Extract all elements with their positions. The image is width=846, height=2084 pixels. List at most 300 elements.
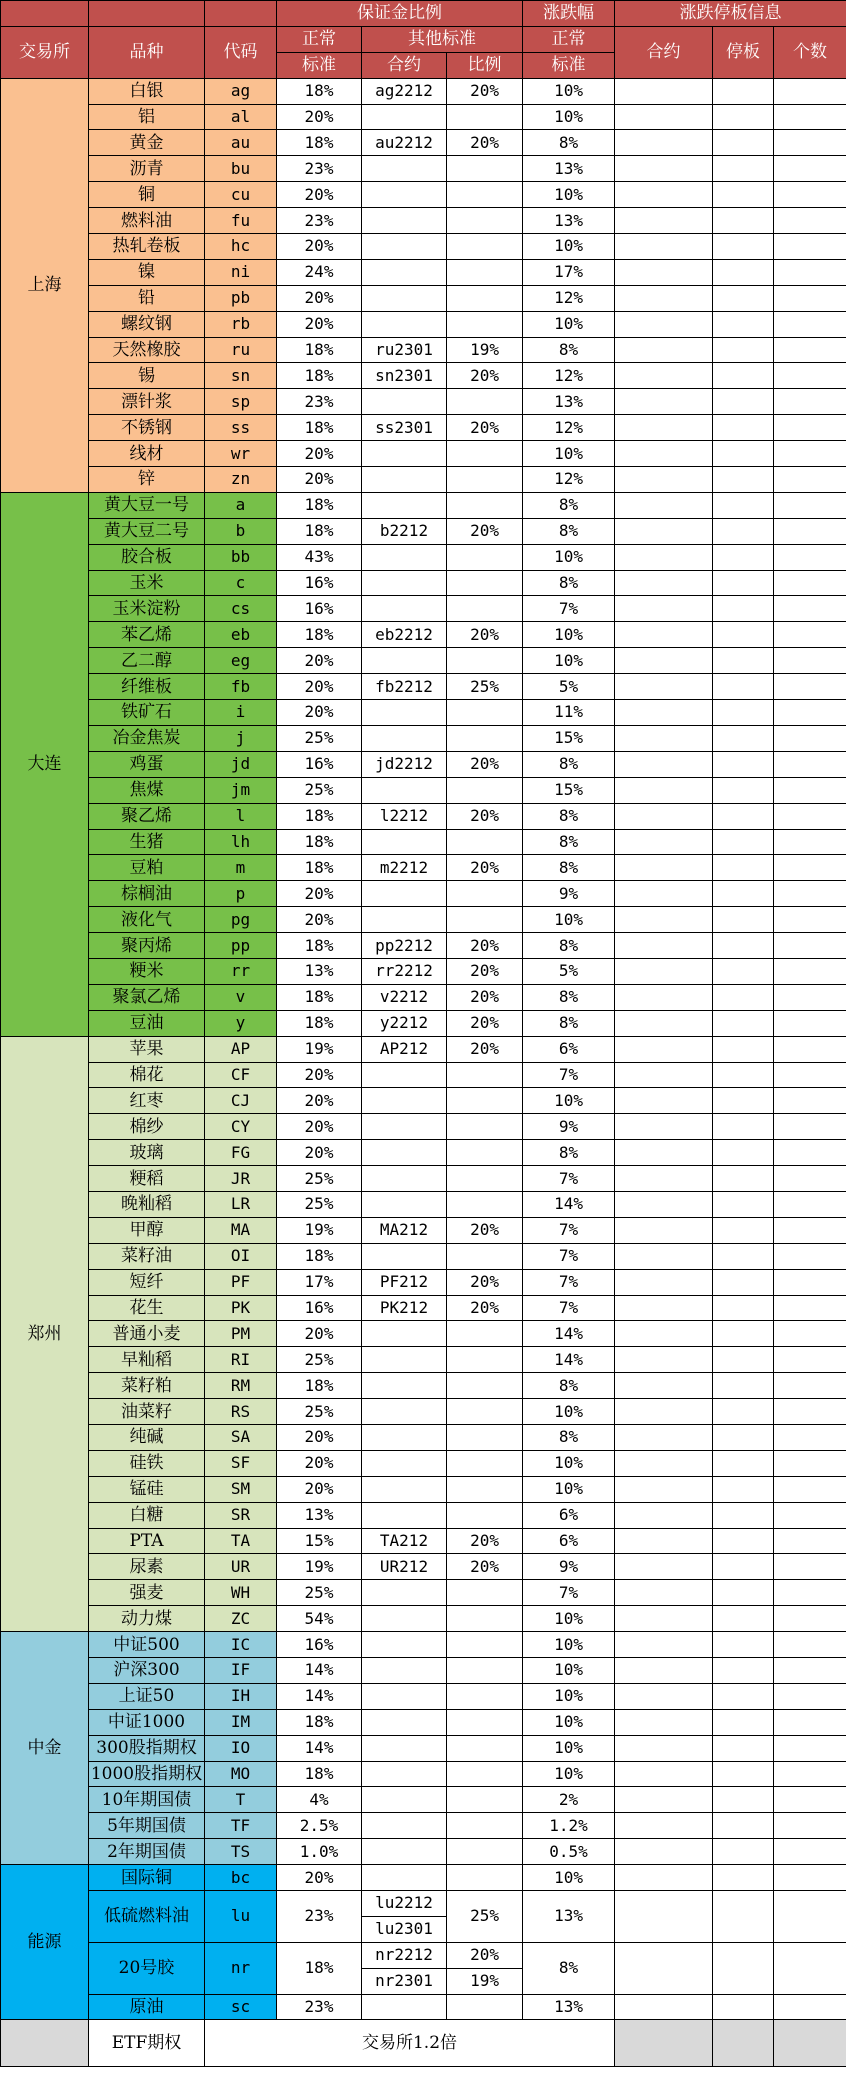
stop-count-cell — [774, 1321, 846, 1347]
limit-cell: 12% — [523, 285, 615, 311]
stop-contract-cell — [615, 1942, 713, 1994]
stop-count-cell — [774, 78, 846, 104]
other-contract-cell — [362, 544, 447, 570]
margin-cell: 20% — [277, 907, 362, 933]
table-row — [1, 104, 846, 130]
other-contract-cell — [362, 1994, 447, 2020]
variety-cell: 黄大豆一号 — [89, 492, 205, 518]
variety-cell: 玻璃 — [89, 1140, 205, 1166]
other-ratio-cell — [447, 1658, 523, 1684]
table-row — [1, 1994, 846, 2020]
table-row — [1, 1735, 846, 1761]
stop-board-cell — [713, 78, 774, 104]
stop-contract-cell — [615, 881, 713, 907]
code-cell: FG — [205, 1140, 277, 1166]
header-stop-count: 个数 — [774, 26, 846, 78]
other-ratio-cell — [447, 596, 523, 622]
stop-contract-cell — [615, 648, 713, 674]
stop-board-cell — [713, 1761, 774, 1787]
stop-board-cell — [713, 674, 774, 700]
limit-cell: 7% — [523, 1580, 615, 1606]
limit-cell: 12% — [523, 467, 615, 493]
stop-count-cell — [774, 285, 846, 311]
code-cell: ni — [205, 259, 277, 285]
code-cell: ag — [205, 78, 277, 104]
stop-count-cell — [774, 725, 846, 751]
table-row — [1, 1191, 846, 1217]
stop-contract-cell — [615, 958, 713, 984]
stop-count-cell — [774, 1373, 846, 1399]
header-blank — [1, 1, 89, 27]
other-contract-cell: UR212 — [362, 1554, 447, 1580]
limit-cell: 10% — [523, 648, 615, 674]
variety-cell: 液化气 — [89, 907, 205, 933]
stop-count-cell — [774, 1140, 846, 1166]
other-ratio-cell — [447, 1813, 523, 1839]
variety-cell: 螺纹钢 — [89, 311, 205, 337]
stop-count-cell — [774, 1813, 846, 1839]
limit-cell: 8% — [523, 492, 615, 518]
margin-cell: 20% — [277, 104, 362, 130]
stop-board-cell — [713, 881, 774, 907]
margin-cell: 16% — [277, 751, 362, 777]
stop-count-cell — [774, 1658, 846, 1684]
table-row — [1, 1476, 846, 1502]
variety-cell: 乙二醇 — [89, 648, 205, 674]
code-cell: WH — [205, 1580, 277, 1606]
stop-contract-cell — [615, 1450, 713, 1476]
table-row — [1, 1865, 846, 1891]
table-row — [1, 1450, 846, 1476]
stop-contract-cell — [615, 1399, 713, 1425]
stop-board-cell — [713, 337, 774, 363]
variety-cell: 纤维板 — [89, 674, 205, 700]
stop-count-cell — [774, 492, 846, 518]
other-ratio-cell: 20% — [447, 958, 523, 984]
stop-contract-cell — [615, 596, 713, 622]
table-row — [1, 1424, 846, 1450]
other-contract-cell — [362, 1502, 447, 1528]
margin-cell: 19% — [277, 1554, 362, 1580]
stop-count-cell — [774, 1010, 846, 1036]
stop-contract-cell — [615, 1865, 713, 1891]
limit-cell: 8% — [523, 1942, 615, 1994]
code-cell: ZC — [205, 1606, 277, 1632]
other-contract-cell — [362, 104, 447, 130]
stop-board-cell — [713, 467, 774, 493]
stop-contract-cell — [615, 1813, 713, 1839]
table-row — [1, 441, 846, 467]
limit-cell: 10% — [523, 907, 615, 933]
other-contract-cell — [362, 1787, 447, 1813]
code-cell: sc — [205, 1994, 277, 2020]
stop-contract-cell — [615, 518, 713, 544]
stop-board-cell — [713, 1269, 774, 1295]
stop-board-cell — [713, 1399, 774, 1425]
header-limit-top: 正常 — [523, 26, 615, 52]
etf-blank-cell — [713, 2020, 774, 2067]
code-cell: RI — [205, 1347, 277, 1373]
other-ratio-cell: 20% — [447, 933, 523, 959]
table-row — [1, 984, 846, 1010]
header-stop-group: 涨跌停板信息 — [615, 1, 846, 27]
limit-cell: 11% — [523, 700, 615, 726]
limit-cell: 13% — [523, 389, 615, 415]
stop-board-cell — [713, 751, 774, 777]
table-row — [1, 1010, 846, 1036]
code-cell: SA — [205, 1424, 277, 1450]
stop-contract-cell — [615, 1761, 713, 1787]
margin-cell: 16% — [277, 1295, 362, 1321]
stop-contract-cell — [615, 415, 713, 441]
variety-cell: 聚丙烯 — [89, 933, 205, 959]
other-contract-cell — [362, 1140, 447, 1166]
variety-cell: 红枣 — [89, 1088, 205, 1114]
limit-cell: 7% — [523, 596, 615, 622]
stop-count-cell — [774, 907, 846, 933]
code-cell: RS — [205, 1399, 277, 1425]
margin-cell: 18% — [277, 518, 362, 544]
table-row — [1, 1787, 846, 1813]
code-cell: CF — [205, 1062, 277, 1088]
variety-cell: 油菜籽 — [89, 1399, 205, 1425]
stop-contract-cell — [615, 570, 713, 596]
table-row — [1, 1399, 846, 1425]
other-contract-cell — [362, 1166, 447, 1192]
other-ratio-cell: 20% — [447, 1295, 523, 1321]
stop-contract-cell — [615, 1683, 713, 1709]
stop-contract-cell — [615, 674, 713, 700]
stop-board-cell — [713, 570, 774, 596]
code-cell: SF — [205, 1450, 277, 1476]
stop-count-cell — [774, 1865, 846, 1891]
stop-count-cell — [774, 1424, 846, 1450]
stop-board-cell — [713, 1088, 774, 1114]
stop-board-cell — [713, 1994, 774, 2020]
margin-cell: 20% — [277, 1476, 362, 1502]
stop-contract-cell — [615, 1709, 713, 1735]
stop-count-cell — [774, 1269, 846, 1295]
other-ratio-cell — [447, 1114, 523, 1140]
limit-cell: 10% — [523, 104, 615, 130]
stop-count-cell — [774, 156, 846, 182]
margin-cell: 18% — [277, 78, 362, 104]
variety-cell: 花生 — [89, 1295, 205, 1321]
energy-body — [1, 1865, 846, 2020]
limit-cell: 15% — [523, 777, 615, 803]
variety-cell: 硅铁 — [89, 1450, 205, 1476]
variety-cell: 玉米淀粉 — [89, 596, 205, 622]
stop-count-cell — [774, 182, 846, 208]
variety-cell: 纯碱 — [89, 1424, 205, 1450]
variety-cell: 棕榈油 — [89, 881, 205, 907]
other-ratio-cell — [447, 1994, 523, 2020]
other-contract-cell: l2212 — [362, 803, 447, 829]
table-row — [1, 363, 846, 389]
limit-cell: 8% — [523, 1424, 615, 1450]
other-ratio-cell: 20% — [447, 855, 523, 881]
limit-cell: 10% — [523, 1450, 615, 1476]
table-row — [1, 415, 846, 441]
variety-cell: 中证500 — [89, 1632, 205, 1658]
other-contract-cell: fb2212 — [362, 674, 447, 700]
stop-count-cell — [774, 1528, 846, 1554]
variety-cell: 铜 — [89, 182, 205, 208]
table-row — [1, 1217, 846, 1243]
other-contract-cell — [362, 208, 447, 234]
table-row — [1, 156, 846, 182]
stop-count-cell — [774, 596, 846, 622]
margin-cell: 18% — [277, 1010, 362, 1036]
margin-cell: 18% — [277, 855, 362, 881]
variety-cell: 白银 — [89, 78, 205, 104]
variety-cell: 玉米 — [89, 570, 205, 596]
other-contract-cell — [362, 492, 447, 518]
stop-contract-cell — [615, 544, 713, 570]
margin-cell: 18% — [277, 337, 362, 363]
stop-board-cell — [713, 389, 774, 415]
table-row — [1, 467, 846, 493]
variety-cell: 冶金焦炭 — [89, 725, 205, 751]
other-ratio-cell — [447, 492, 523, 518]
other-contract-cell — [362, 725, 447, 751]
variety-cell: 300股指期权 — [89, 1735, 205, 1761]
margin-cell: 20% — [277, 1114, 362, 1140]
other-ratio-cell — [447, 1321, 523, 1347]
stop-contract-cell — [615, 1891, 713, 1943]
stop-contract-cell — [615, 1010, 713, 1036]
margin-cell: 20% — [277, 648, 362, 674]
code-cell: eg — [205, 648, 277, 674]
stop-board-cell — [713, 208, 774, 234]
other-contract-cell: lu2301 — [362, 1916, 447, 1942]
other-ratio-cell — [447, 1373, 523, 1399]
table-row — [1, 725, 846, 751]
variety-cell: 锰硅 — [89, 1476, 205, 1502]
stop-contract-cell — [615, 78, 713, 104]
other-ratio-cell — [447, 104, 523, 130]
other-contract-cell: AP212 — [362, 1036, 447, 1062]
margin-cell: 13% — [277, 958, 362, 984]
other-ratio-cell — [447, 1088, 523, 1114]
stop-board-cell — [713, 1554, 774, 1580]
other-contract-cell: lu2212 — [362, 1891, 447, 1917]
other-contract-cell — [362, 829, 447, 855]
stop-board-cell — [713, 544, 774, 570]
code-cell: PF — [205, 1269, 277, 1295]
other-ratio-cell — [447, 700, 523, 726]
other-contract-cell: sn2301 — [362, 363, 447, 389]
stop-count-cell — [774, 1606, 846, 1632]
stop-board-cell — [713, 259, 774, 285]
stop-contract-cell — [615, 1373, 713, 1399]
other-contract-cell: y2212 — [362, 1010, 447, 1036]
other-ratio-cell — [447, 1865, 523, 1891]
table-row — [1, 958, 846, 984]
stop-board-cell — [713, 1580, 774, 1606]
other-ratio-cell — [447, 1606, 523, 1632]
variety-cell: 1000股指期权 — [89, 1761, 205, 1787]
other-contract-cell: eb2212 — [362, 622, 447, 648]
stop-contract-cell — [615, 1787, 713, 1813]
etf-blank-cell — [1, 2020, 89, 2067]
other-contract-cell — [362, 1088, 447, 1114]
other-contract-cell: ru2301 — [362, 337, 447, 363]
code-cell: pb — [205, 285, 277, 311]
table-row — [1, 622, 846, 648]
other-contract-cell — [362, 1373, 447, 1399]
stop-contract-cell — [615, 208, 713, 234]
table-row — [1, 1761, 846, 1787]
margin-cell: 18% — [277, 984, 362, 1010]
variety-cell: 20号胶 — [89, 1942, 205, 1994]
other-contract-cell — [362, 570, 447, 596]
stop-contract-cell — [615, 1528, 713, 1554]
header-exchange: 交易所 — [1, 26, 89, 78]
margin-cell: 16% — [277, 570, 362, 596]
stop-contract-cell — [615, 1476, 713, 1502]
stop-contract-cell — [615, 1347, 713, 1373]
table-row — [1, 1683, 846, 1709]
stop-count-cell — [774, 104, 846, 130]
other-ratio-cell — [447, 208, 523, 234]
table-row — [1, 337, 846, 363]
margin-cell: 20% — [277, 182, 362, 208]
margin-cell: 19% — [277, 1217, 362, 1243]
stop-contract-cell — [615, 1424, 713, 1450]
stop-board-cell — [713, 1683, 774, 1709]
other-contract-cell — [362, 1243, 447, 1269]
table-row — [1, 1554, 846, 1580]
code-cell: bu — [205, 156, 277, 182]
limit-cell: 7% — [523, 1062, 615, 1088]
margin-cell: 2.5% — [277, 1813, 362, 1839]
margin-cell: 54% — [277, 1606, 362, 1632]
stop-contract-cell — [615, 803, 713, 829]
code-cell: nr — [205, 1942, 277, 1994]
other-contract-cell: PK212 — [362, 1295, 447, 1321]
margin-cell: 18% — [277, 1709, 362, 1735]
other-contract-cell: jd2212 — [362, 751, 447, 777]
code-cell: ru — [205, 337, 277, 363]
stop-board-cell — [713, 777, 774, 803]
table-row — [1, 208, 846, 234]
stop-contract-cell — [615, 1554, 713, 1580]
variety-cell: 上证50 — [89, 1683, 205, 1709]
stop-board-cell — [713, 1114, 774, 1140]
variety-cell: 普通小麦 — [89, 1321, 205, 1347]
other-contract-cell: au2212 — [362, 130, 447, 156]
stop-count-cell — [774, 1735, 846, 1761]
other-ratio-cell — [447, 182, 523, 208]
stop-count-cell — [774, 1399, 846, 1425]
variety-cell: 线材 — [89, 441, 205, 467]
stop-count-cell — [774, 1554, 846, 1580]
variety-cell: 原油 — [89, 1994, 205, 2020]
limit-cell: 8% — [523, 803, 615, 829]
other-ratio-cell: 20% — [447, 1010, 523, 1036]
margin-cell: 18% — [277, 1243, 362, 1269]
limit-cell: 14% — [523, 1321, 615, 1347]
other-ratio-cell: 19% — [447, 337, 523, 363]
other-ratio-cell — [447, 1709, 523, 1735]
other-ratio-cell — [447, 259, 523, 285]
other-contract-cell — [362, 648, 447, 674]
variety-cell: 鸡蛋 — [89, 751, 205, 777]
table-row — [1, 855, 846, 881]
code-cell: cs — [205, 596, 277, 622]
stop-count-cell — [774, 518, 846, 544]
stop-board-cell — [713, 1140, 774, 1166]
stop-board-cell — [713, 829, 774, 855]
stop-contract-cell — [615, 389, 713, 415]
table-row — [1, 285, 846, 311]
stop-contract-cell — [615, 441, 713, 467]
stop-board-cell — [713, 1839, 774, 1865]
other-ratio-cell — [447, 1683, 523, 1709]
margin-cell: 20% — [277, 1088, 362, 1114]
other-contract-cell — [362, 311, 447, 337]
exchange-cell: 能源 — [1, 1865, 89, 2020]
header-limit-group: 涨跌幅 — [523, 1, 615, 27]
limit-cell: 5% — [523, 674, 615, 700]
margin-cell: 18% — [277, 1373, 362, 1399]
stop-contract-cell — [615, 1036, 713, 1062]
variety-cell: PTA — [89, 1528, 205, 1554]
table-row — [1, 700, 846, 726]
other-contract-cell — [362, 1424, 447, 1450]
code-cell: eb — [205, 622, 277, 648]
code-cell: l — [205, 803, 277, 829]
stop-contract-cell — [615, 751, 713, 777]
limit-cell: 10% — [523, 78, 615, 104]
code-cell: TA — [205, 1528, 277, 1554]
limit-cell: 10% — [523, 1709, 615, 1735]
variety-cell: 锌 — [89, 467, 205, 493]
stop-contract-cell — [615, 182, 713, 208]
other-ratio-cell — [447, 1243, 523, 1269]
other-ratio-cell — [447, 1450, 523, 1476]
stop-count-cell — [774, 1942, 846, 1994]
table-row — [1, 751, 846, 777]
stop-count-cell — [774, 1839, 846, 1865]
variety-cell: 菜籽油 — [89, 1243, 205, 1269]
other-ratio-cell — [447, 234, 523, 260]
other-ratio-cell: 25% — [447, 674, 523, 700]
stop-contract-cell — [615, 907, 713, 933]
other-contract-cell — [362, 1191, 447, 1217]
margin-cell: 14% — [277, 1683, 362, 1709]
other-contract-cell: ag2212 — [362, 78, 447, 104]
table-row — [1, 570, 846, 596]
stop-board-cell — [713, 234, 774, 260]
exchange-cell: 中金 — [1, 1632, 89, 1865]
limit-cell: 8% — [523, 1373, 615, 1399]
stop-count-cell — [774, 1709, 846, 1735]
header-limit-bottom: 标准 — [523, 52, 615, 78]
other-ratio-cell — [447, 285, 523, 311]
variety-cell: 燃料油 — [89, 208, 205, 234]
code-cell: fu — [205, 208, 277, 234]
code-cell: bb — [205, 544, 277, 570]
variety-cell: 白糖 — [89, 1502, 205, 1528]
limit-cell: 10% — [523, 234, 615, 260]
stop-count-cell — [774, 1217, 846, 1243]
limit-cell: 10% — [523, 1761, 615, 1787]
variety-cell: 黄大豆二号 — [89, 518, 205, 544]
code-cell: bc — [205, 1865, 277, 1891]
limit-cell: 9% — [523, 1114, 615, 1140]
